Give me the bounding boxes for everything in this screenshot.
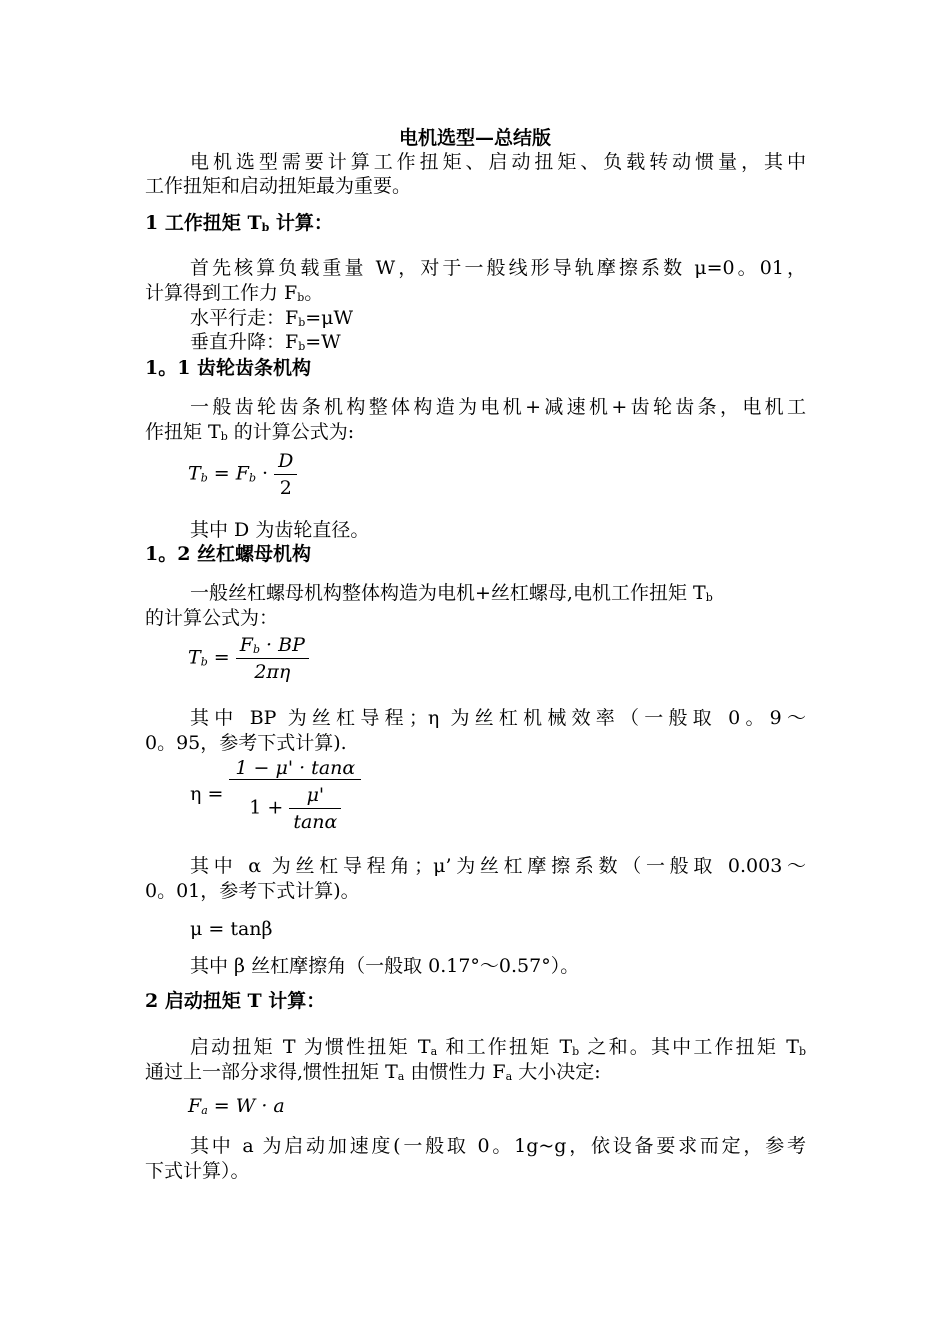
section-1-2-paragraph-line-2: 的计算公式为： [145, 607, 279, 629]
inertial-force-equation: $F_a = W \cdot a$ [188, 1095, 285, 1117]
friction-angle-note: 其中 β 丝杠摩擦角（一般取 0.17°～0.57°）。 [190, 955, 580, 977]
section-1-2-paragraph-line-1: 一般丝杠螺母机构整体构造为电机+丝杠螺母,电机工作扭矩 $T_b$ [190, 582, 713, 604]
screw-torque-equation: $T_b$ = $\frac{F_b \cdot BP}{2\pi\eta}$ [188, 634, 309, 683]
section-1-1-paragraph-line-2: 作扭矩 $T_b$ 的计算公式为: [145, 421, 355, 443]
gear-rack-torque-equation: $T_b = F_b$ · $\frac{D}{2}$ [188, 450, 297, 499]
section-1-paragraph-line-2: 计算得到工作力 $F_b$。 [145, 282, 324, 304]
intro-line-2: 工作扭矩和启动扭矩最为重要。 [145, 175, 412, 197]
acceleration-note-line-2: 下式计算）。 [145, 1160, 250, 1182]
friction-note-line-2: 0。01，参考下式计算)。 [145, 880, 360, 902]
section-1-2-heading: 1。2 丝杠螺母机构 [145, 543, 312, 565]
efficiency-note-line-2: 0。95，参考下式计算). [145, 732, 347, 754]
section-1-1-heading: 1。1 齿轮齿条机构 [145, 357, 312, 379]
section-2-paragraph-line-2: 通过上一部分求得,惯性扭矩 $T_a$ 由惯性力 $F_a$ 大小决定: [145, 1061, 601, 1083]
acceleration-note-line-1: 其中 a 为启动加速度(一般取 0。1g~g，依设备要求而定，参考 [190, 1135, 806, 1157]
gear-diameter-note: 其中 D 为齿轮直径。 [190, 519, 370, 541]
section-1-1-paragraph-line-1: 一般齿轮齿条机构整体构造为电机+减速机+齿轮齿条，电机工 [190, 396, 806, 418]
section-2-heading: 2 启动扭矩 T 计算： [145, 990, 326, 1012]
vertical-lift-formula: 垂直升降：$F_b=W$ [190, 331, 341, 353]
intro-line-1: 电机选型需要计算工作扭矩、启动扭矩、负载转动惯量，其中 [190, 151, 806, 173]
document-title: 电机选型—总结版 [398, 127, 551, 149]
horizontal-travel-formula: 水平行走：$F_b=\mu W$ [190, 307, 354, 329]
friction-coefficient-equation: μ = tanβ [190, 918, 273, 940]
section-1-heading: 1 工作扭矩 $T_b$ 计算： [145, 212, 333, 234]
friction-note-line-1: 其中 α 为丝杠导程角；μ’为丝杠摩擦系数（一般取 0.003～ [190, 855, 806, 877]
section-1-paragraph-line-1: 首先核算负载重量 W，对于一般线形导轨摩擦系数 μ=0。01， [190, 257, 806, 279]
efficiency-note-line-1: 其中 BP 为丝杠导程；η 为丝杠机械效率（一般取 0。9～ [190, 707, 806, 729]
section-2-paragraph-line-1: 启动扭矩 T 为惯性扭矩 $T_a$ 和工作扭矩 $T_b$ 之和。其中工作扭矩 $T_b$ [190, 1036, 806, 1058]
efficiency-equation: η = 1 − μ' · tanα 1 + $\frac{\mu'}{\tan\alpha}$ [190, 757, 361, 833]
